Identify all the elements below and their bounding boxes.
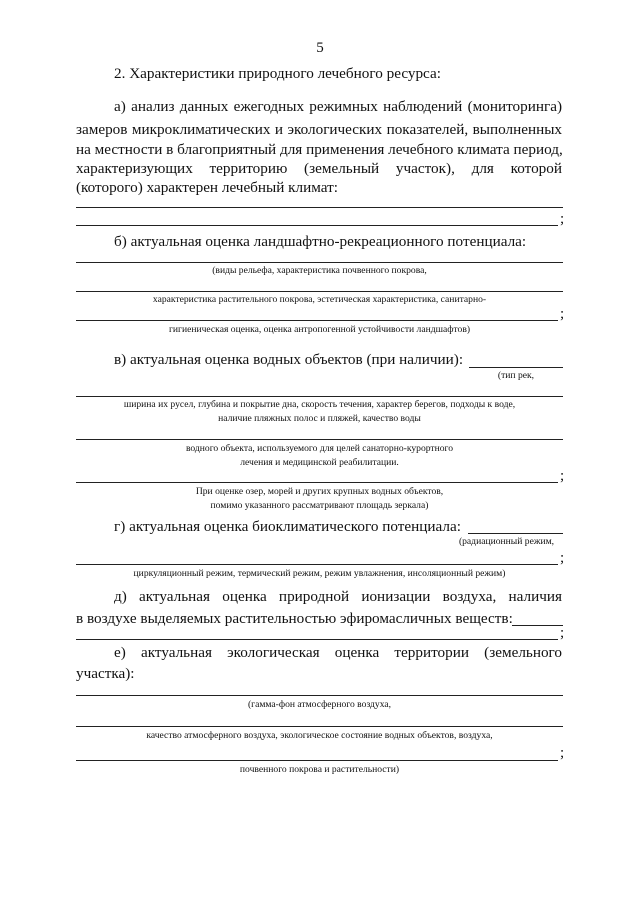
- e-line-2: участка):: [76, 665, 135, 682]
- b-blank-line-1: [76, 262, 563, 263]
- a-line-3: на местности в благоприятный для применения лечебного климата период,: [76, 141, 563, 158]
- v-hint-5: лечения и медицинской реабилитации.: [240, 457, 399, 468]
- section-title: 2. Характеристики природного лечебного ресурса:: [114, 65, 441, 82]
- b-label: б) актуальная оценка ландшафтно-рекреационного потенциала:: [114, 233, 527, 250]
- v-blank-line-1: [76, 396, 563, 397]
- v-hint-3: наличие пляжных полос и пляжей, качество воды: [218, 413, 421, 424]
- e-blank-line-3: [76, 760, 558, 761]
- g-label: г) актуальная оценка биоклиматического потенциала:: [114, 518, 461, 535]
- b-blank-line-3: [76, 320, 558, 321]
- v-blank-line-3: [76, 482, 558, 483]
- b-hint-1: (виды рельефа, характеристика почвенного покрова,: [212, 265, 427, 276]
- e-blank-line-2: [76, 726, 563, 727]
- e-blank-line-1: [76, 695, 563, 696]
- a-line-4: характеризующих территорию (земельный участок), для которой: [76, 160, 562, 177]
- b-hint-3: гигиеническая оценка, оценка антропогенной устойчивости ландшафтов): [168, 324, 471, 335]
- a-line-5: (которого) характерен лечебный климат:: [76, 179, 338, 196]
- v-hint-4: водного объекта, используемого для целей санаторно-курортного: [185, 443, 454, 454]
- e-hint-2: качество атмосферного воздуха, экологическое состояние водных объектов, воздуха,: [146, 730, 493, 741]
- b-semicolon: ;: [560, 306, 565, 322]
- d-inline-blank: [512, 625, 563, 626]
- v-hint-2: ширина их русел, глубина и покрытие дна, скорость течения, характер берегов, подходы к воде,: [123, 399, 516, 410]
- b-blank-line-2: [76, 291, 563, 292]
- g-blank-line-1: [76, 564, 558, 565]
- e-line-1: е) актуальная экологическая оценка территории (земельного: [114, 644, 562, 661]
- page-number: 5: [316, 40, 324, 56]
- e-hint-3: почвенного покрова и растительности): [239, 764, 400, 775]
- a-line-2: замеров микроклиматических и экологических показателей, выполненных: [76, 121, 562, 138]
- e-semicolon: ;: [560, 745, 565, 761]
- a-blank-line-1: [76, 207, 563, 208]
- v-hint-6: При оценке озер, морей и других крупных водных объектов,: [195, 486, 444, 497]
- b-hint-2: характеристика растительного покрова, эстетическая характеристика, санитарно-: [152, 294, 487, 305]
- a-line-1: а) анализ данных ежегодных режимных наблюдений (мониторинга): [114, 98, 562, 115]
- g-inline-blank: [468, 533, 563, 534]
- g-semicolon: ;: [560, 550, 565, 566]
- g-hint-2: циркуляционный режим, термический режим, режим увлажнения, инсоляционный режим): [133, 568, 506, 579]
- v-label: в) актуальная оценка водных объектов (при наличии):: [114, 351, 464, 368]
- a-blank-line-2: [76, 225, 558, 226]
- g-hint-1: (радиационный режим,: [458, 536, 555, 547]
- d-line-2: в воздухе выделяемых растительностью эфиромасличных веществ:: [76, 610, 513, 627]
- v-inline-blank: [469, 367, 563, 368]
- v-semicolon: ;: [560, 468, 565, 484]
- d-line-1: д) актуальная оценка природной ионизации воздуха, наличия: [114, 588, 562, 605]
- d-blank-line-1: [76, 639, 558, 640]
- v-blank-line-2: [76, 439, 563, 440]
- a-semicolon: ;: [560, 211, 565, 227]
- e-hint-1: (гамма-фон атмосферного воздуха,: [247, 699, 392, 710]
- v-hint-1: (тип рек,: [497, 370, 535, 381]
- d-semicolon: ;: [560, 625, 565, 641]
- v-hint-7: помимо указанного рассматривают площадь зеркала): [210, 500, 429, 511]
